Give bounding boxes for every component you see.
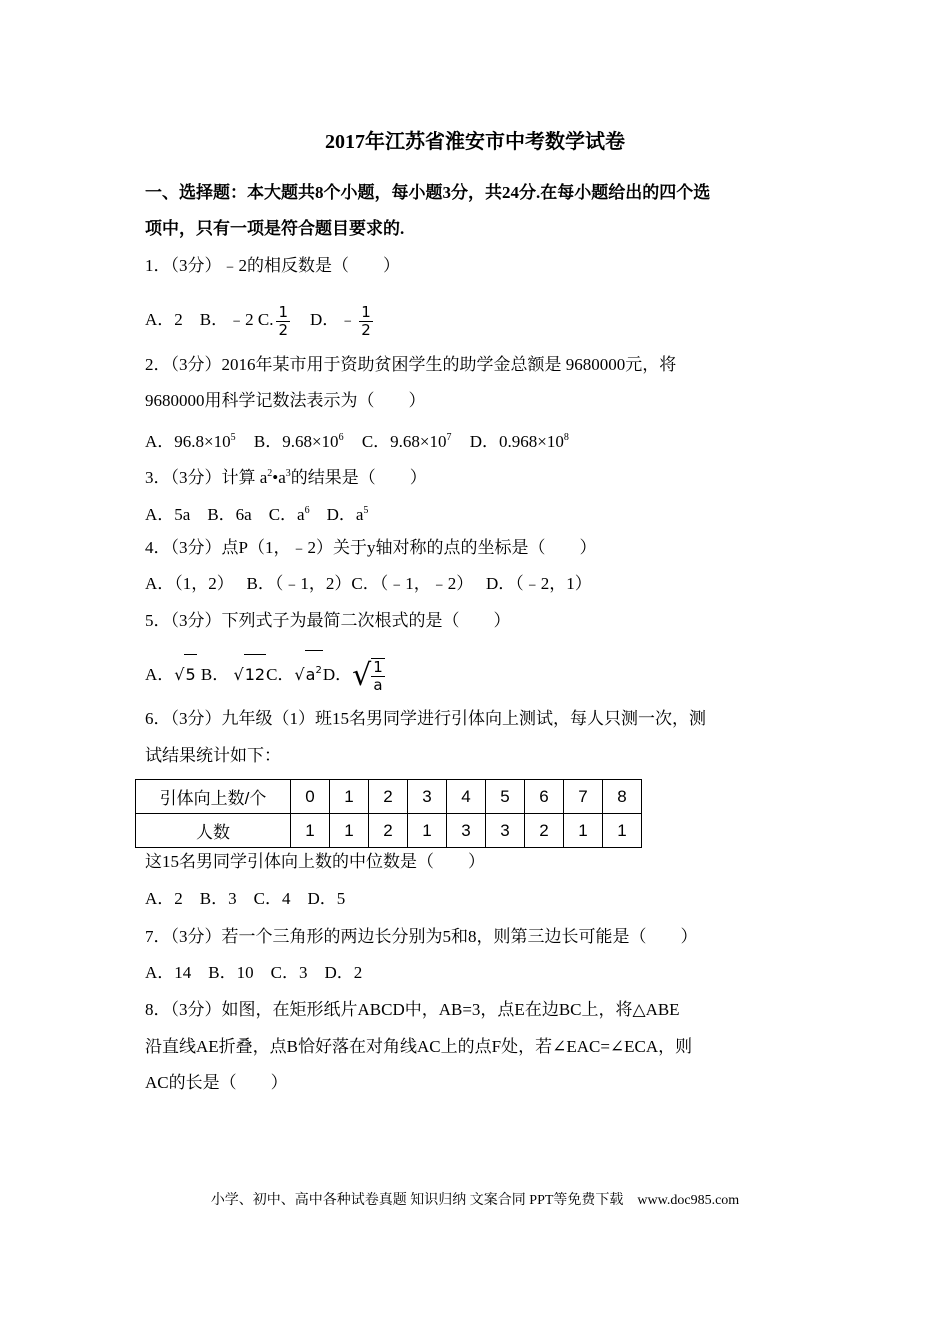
sqrt-icon: √5 [174, 665, 196, 684]
table-cell: 3 [486, 814, 525, 848]
exponent: 2 [267, 468, 273, 479]
exponent: 5 [363, 505, 369, 516]
question-2-line1: 2．（3分）2016年某市用于资助贫困学生的助学金总额是 9680000元，将 [145, 355, 677, 374]
question-3-options [145, 500, 368, 526]
question-2-line2: 9680000用科学记数法表示为（ ） [145, 391, 426, 410]
q1-fraction-d [359, 304, 373, 339]
table-cell: 3 [447, 814, 486, 848]
table-cell: 2 [525, 814, 564, 848]
exponent: 8 [563, 432, 569, 443]
table-cell: 1 [603, 814, 642, 848]
table-cell: 2 [369, 814, 408, 848]
q2-option-a: A．96.8×10 [145, 432, 231, 451]
table-cell: 1 [408, 814, 447, 848]
denominator: 2 [361, 320, 371, 339]
question-7: 7．（3分）若一个三角形的两边长分别为5和8，则第三边长可能是（ ） [145, 927, 698, 946]
denominator: a [373, 676, 383, 695]
table-cell: 2 [369, 780, 408, 814]
q3-text: 的结果是（ ） [290, 468, 427, 487]
table-header-cell: 人数 [136, 814, 291, 848]
question-8-line1: 8．（3分）如图，在矩形纸片ABCD中，AB=3，点E在边BC上，将△ABE [145, 1000, 680, 1019]
question-5: 5．（3分）下列式子为最简二次根式的是（ ） [145, 611, 511, 630]
exponent: 7 [446, 432, 452, 443]
table-row [136, 780, 642, 814]
q3-text: •a [272, 468, 286, 487]
table-header-cell: 引体向上数/个 [136, 780, 291, 814]
q5-option-d: D． [322, 665, 353, 684]
numerator: 1 [373, 658, 383, 677]
exponent: 2 [315, 665, 322, 676]
table-cell: 4 [447, 780, 486, 814]
q5-option-c: C． [266, 665, 295, 684]
exponent: 6 [338, 432, 344, 443]
sqrt-icon: $√a^2$ [294, 665, 322, 684]
q1-options-ab: A．2 B．﹣2 C. [145, 310, 274, 329]
q2-option-b: B．9.68×10 [253, 432, 339, 451]
question-6-options: A．2 B．3 C．4 D．5 [145, 889, 346, 908]
table-cell: 8 [603, 780, 642, 814]
question-4: 4．（3分）点P（1，﹣2）关于y轴对称的点的坐标是（ ） [145, 538, 597, 557]
question-6-line2: 试结果统计如下： [145, 746, 281, 765]
numerator: 1 [361, 302, 371, 321]
sqrt-fraction-icon: √ $\frac{1}{a}$ [352, 658, 383, 695]
table-cell: 1 [330, 780, 369, 814]
table-cell: 5 [486, 780, 525, 814]
exponent: 5 [230, 432, 236, 443]
table-cell: 0 [291, 780, 330, 814]
q3-option-d: D．a [309, 505, 364, 524]
table-cell: 1 [291, 814, 330, 848]
question-8-line3: AC的长是（ ） [145, 1073, 288, 1092]
page-title: 2017年江苏省淮安市中考数学试卷 [325, 131, 625, 153]
q1-fraction-c [276, 304, 290, 339]
radicand: a [305, 665, 316, 684]
table-cell: 3 [408, 780, 447, 814]
pullup-table [135, 779, 642, 848]
question-2-options [145, 427, 569, 453]
footer-text: 小学、初中、高中各种试卷真题 知识归纳 文案合同 PPT等免费下载 www.doc985.com [210, 1193, 740, 1208]
question-7-options: A．14 B．10 C．3 D．2 [145, 963, 363, 982]
radicand: 5 [184, 654, 196, 695]
exponent: 6 [304, 505, 310, 516]
question-1-options [145, 300, 376, 340]
q2-option-d: D．0.968×10 [469, 432, 564, 451]
question-8-line2: 沿直线AE折叠，点B恰好落在对角线AC上的点F处，若∠EAC=∠ECA，则 [145, 1037, 693, 1056]
q2-option-c: C．9.68×10 [361, 432, 447, 451]
question-6-line3: 这15名男同学引体向上数的中位数是（ ） [145, 852, 485, 871]
denominator: 2 [278, 320, 289, 339]
question-1: 1．（3分）﹣2的相反数是（ ） [145, 256, 400, 275]
numerator: 1 [278, 302, 289, 321]
q3-text: 3．（3分）计算 a [145, 468, 268, 487]
question-4-options: A．（1，2） B．（﹣1，2）C．（﹣1，﹣2） D．（﹣2，1） [145, 574, 592, 593]
exponent: 3 [285, 468, 291, 479]
question-3 [145, 463, 427, 489]
sqrt-icon: √12 [234, 665, 267, 684]
table-cell: 1 [564, 814, 603, 848]
q3-options-abc: A．5a B．6a C．a [145, 505, 305, 524]
q5-option-a: A． [145, 665, 175, 684]
table-row [136, 814, 642, 848]
table-cell: 7 [564, 780, 603, 814]
table-cell: 6 [525, 780, 564, 814]
table-cell: 1 [330, 814, 369, 848]
question-5-options [145, 650, 385, 695]
question-6-line1: 6．（3分）九年级（1）班15名男同学进行引体向上测试，每人只测一次，测 [145, 709, 706, 728]
q1-option-d: D．﹣ [293, 310, 357, 329]
q5-option-b: B． [196, 665, 230, 684]
section-heading-line2: 项中，只有一项是符合题目要求的. [145, 219, 405, 238]
radicand: 12 [244, 654, 266, 695]
section-heading-line1: 一、选择题：本大题共8个小题，每小题3分，共24分.在每小题给出的四个选 [145, 183, 711, 202]
